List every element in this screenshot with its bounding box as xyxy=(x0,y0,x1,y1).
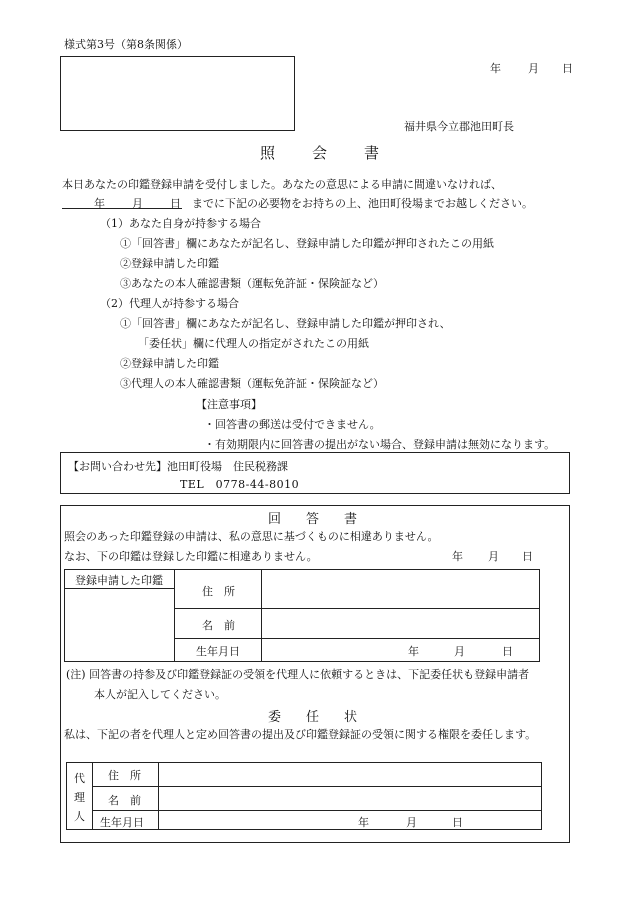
sender-name: 福井県今立郡池田町長 xyxy=(404,120,514,133)
deadline-underline xyxy=(62,208,182,209)
notice-intro-line2: までに下記の必要物をお持ちの上、池田町役場までお越しください。 xyxy=(192,197,533,210)
reply-name-label: 名 前 xyxy=(202,619,235,632)
contact-phone: TEL 0778-44-8010 xyxy=(180,478,300,491)
header-date-year: 年 xyxy=(490,62,501,75)
reply-name-field[interactable] xyxy=(262,609,539,638)
case2-item-2: ②登録申請した印鑑 xyxy=(120,357,219,370)
proxy-title-char-2: 任 xyxy=(306,710,320,725)
case2-heading: （2）代理人が持参する場合 xyxy=(100,297,239,310)
notice-intro-line1: 本日あなたの印鑑登録申請を受付しました。あなたの意思による申請に間違いなければ、 xyxy=(62,178,502,191)
proxy-side-char-3: 人 xyxy=(74,810,85,823)
case2-item-1-line2: 「委任状」欄に代理人の指定がされたこの用紙 xyxy=(138,337,369,350)
proxy-dob-year: 年 xyxy=(358,816,369,829)
case2-item-3: ③代理人の本人確認書類（運転免許証・保険証など） xyxy=(120,377,384,390)
caution-item-1: ・回答書の郵送は受付できません。 xyxy=(204,418,381,431)
notice-title-char-2: 会 xyxy=(312,144,328,162)
deadline-day: 日 xyxy=(170,197,181,210)
reply-address-label: 住 所 xyxy=(202,585,235,598)
notice-title-char-3: 書 xyxy=(364,144,380,162)
form-number: 様式第3号（第8条関係） xyxy=(64,38,188,51)
notice-title-char-1: 照 xyxy=(260,144,276,162)
reply-dob-day: 日 xyxy=(502,645,513,658)
reply-title-char-2: 答 xyxy=(306,512,320,527)
proxy-address-label: 住 所 xyxy=(108,769,141,782)
reply-note-line1: (注) 回答書の持参及び印鑑登録証の受領を代理人に依頼するときは、下記委任状も登録申請者 xyxy=(66,668,530,681)
caution-item-2: ・有効期限内に回答書の提出がない場合、登録申請は無効になります。 xyxy=(204,438,556,451)
case1-heading: （1）あなた自身が持参する場合 xyxy=(100,217,261,230)
address-box xyxy=(60,56,295,131)
reply-address-field[interactable] xyxy=(262,570,539,608)
header-date-day: 日 xyxy=(562,62,573,75)
case1-item-3: ③あなたの本人確認書類（運転免許証・保険証など） xyxy=(120,277,384,290)
proxy-title-char-3: 状 xyxy=(344,710,358,725)
proxy-title-char-1: 委 xyxy=(268,710,282,725)
reply-line1: 照会のあった印鑑登録の申請は、私の意思に基づくものに相違ありません。 xyxy=(64,530,439,543)
reply-dob-label: 生年月日 xyxy=(196,645,240,658)
proxy-dob-day: 日 xyxy=(452,816,463,829)
reply-dob-year: 年 xyxy=(408,645,419,658)
reply-line2: なお、下の印鑑は登録した印鑑に相違ありません。 xyxy=(64,550,318,563)
reply-dob-month: 月 xyxy=(454,645,465,658)
deadline-month: 月 xyxy=(132,197,143,210)
reply-date-month: 月 xyxy=(488,550,499,563)
reply-title-char-1: 回 xyxy=(268,512,282,527)
proxy-dob-label: 生年月日 xyxy=(100,816,144,829)
seal-header: 登録申請した印鑑 xyxy=(75,574,163,587)
reply-title-char-3: 書 xyxy=(344,512,358,527)
caution-heading: 【注意事項】 xyxy=(196,398,262,411)
contact-line1: 【お問い合わせ先】池田町役場 住民税務課 xyxy=(68,460,288,473)
proxy-address-field[interactable] xyxy=(159,763,541,786)
proxy-dob-month: 月 xyxy=(406,816,417,829)
header-date-month: 月 xyxy=(528,62,539,75)
reply-note-line2: 本人が記入してください。 xyxy=(94,688,226,701)
case2-item-1-line1: ①「回答書」欄にあなたが記名し、登録申請した印鑑が押印され、 xyxy=(120,317,451,330)
case1-item-1: ①「回答書」欄にあなたが記名し、登録申請した印鑑が押印されたこの用紙 xyxy=(120,237,494,250)
reply-date-day: 日 xyxy=(522,550,533,563)
proxy-name-label: 名 前 xyxy=(108,794,141,807)
proxy-name-field[interactable] xyxy=(159,787,541,810)
reply-date-year: 年 xyxy=(452,550,463,563)
proxy-side-char-2: 理 xyxy=(74,791,85,804)
deadline-year: 年 xyxy=(94,197,105,210)
proxy-side-char-1: 代 xyxy=(74,772,85,785)
proxy-statement: 私は、下記の者を代理人と定め回答書の提出及び印鑑登録証の受領に関する権限を委任します。 xyxy=(64,728,537,741)
case1-item-2: ②登録申請した印鑑 xyxy=(120,257,219,270)
seal-impression-area[interactable] xyxy=(64,588,175,662)
